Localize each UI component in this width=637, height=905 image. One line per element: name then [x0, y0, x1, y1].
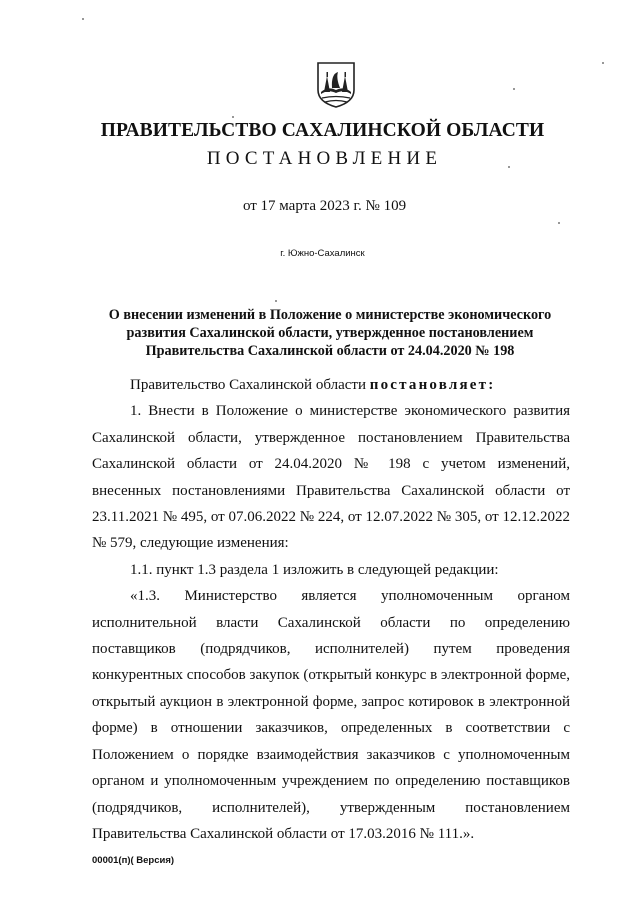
scan-speck: [275, 300, 277, 302]
document-type: ПОСТАНОВЛЕНИЕ: [206, 148, 443, 169]
date-and-number: от 17 марта 2023 г. № 109: [242, 198, 407, 214]
title-line: О внесении изменений в Положение о министерстве экономического: [108, 307, 552, 323]
scan-speck: [508, 166, 510, 168]
scan-speck: [232, 116, 234, 118]
item-1: 1. Внести в Положение о министерстве экономического развития Сахалинской области, утвержденное постановлением Правительства Сахалинской области от 24.04.2020 № 198 с учетом изменений, внесенных постановлениями Правительства Сахалинской области от 23.11.2021 № 495, от 07.06.2022 № 224, от 12.07.2022 № 305, от 12.12.2022 № 579, следующие изменения:: [92, 403, 570, 552]
title-line: развития Сахалинской области, утвержденное постановлением: [126, 325, 534, 341]
footer-code: 00001(п)( Версия): [92, 855, 175, 866]
document-body: [92, 372, 570, 847]
intro-text: Правительство Сахалинской области: [130, 377, 370, 393]
scan-speck: [602, 62, 604, 64]
scan-speck: [82, 18, 84, 20]
government-name: ПРАВИТЕЛЬСТВО САХАЛИНСКОЙ ОБЛАСТИ: [100, 120, 545, 141]
title-line: Правительства Сахалинской области от 24.04.2020 № 198: [145, 343, 515, 359]
quoted-clause: «1.3. Министерство является уполномоченным органом исполнительной власти Сахалинской области по определению поставщиков (подрядчиков, исполнителей) путем проведения конкурентных способов закупок (открытый конкурс в электронной форме, открытый аукцион в электронной форме, запрос котировок в электронной форме) в отношении заказчиков, определенных в соответствии с Положением о порядке взаимодействия заказчиков с уполномоченным органом и уполномоченным учреждением по определению поставщиков (подрядчиков, исполнителей), утвержденным постановлением Правительства Сахалинской области от 17.03.2016 № 111.».: [92, 588, 570, 842]
intro-verb: постановляет:: [369, 377, 496, 393]
scan-speck: [558, 222, 560, 224]
city: г. Южно-Сахалинск: [280, 248, 365, 259]
item-1-1: 1.1. пункт 1.3 раздела 1 изложить в следующей редакции:: [130, 561, 499, 578]
intro-paragraph: [92, 372, 570, 398]
document-title: [95, 306, 565, 360]
scan-speck: [513, 88, 515, 90]
sakhalin-coat-of-arms-icon: [316, 62, 356, 108]
